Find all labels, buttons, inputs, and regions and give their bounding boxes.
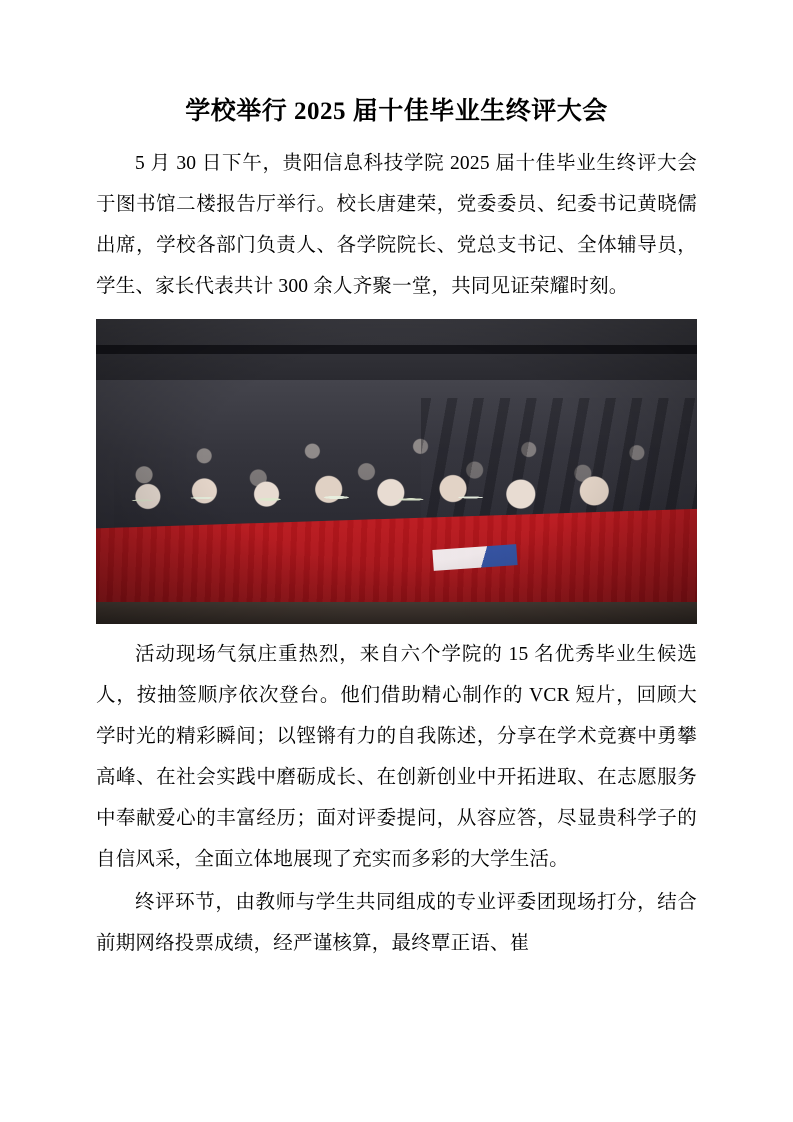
- paragraph-3: 终评环节，由教师与学生共同组成的专业评委团现场打分，结合前期网络投票成绩，经严谨核算，最终覃正语、崔: [96, 891, 697, 954]
- paragraph-1: 5 月 30 日下午，贵阳信息科技学院 2025 届十佳毕业生终评大会于图书馆二楼报告厅举行。校长唐建荣，党委委员、纪委书记黄晓儒出席，学校各部门负责人、各学院院长、党总支书记、全体辅导员，学生、家长代表共计 300 余人齐聚一堂，共同见证荣耀时刻。: [96, 152, 697, 297]
- page-title: 学校举行 2025 届十佳毕业生终评大会: [185, 98, 608, 125]
- paragraph-2: 活动现场气氛庄重热烈，来自六个学院的 15 名优秀毕业生候选人，按抽签顺序依次登台。他们借助精心制作的 VCR 短片，回顾大学时光的精彩瞬间；以铿锵有力的自我陈述，分享在学术竞赛中勇攀高峰、在社会实践中磨砺成长、在创新创业中开拓进取、在志愿服务中奉献爱心的丰富经历；面对评委提问，从容应答，尽显贵科学子的自信风采，全面立体地展现了充实而多彩的大学生活。: [96, 643, 697, 870]
- photo-vignette: [96, 319, 697, 624]
- figure-auditorium: [96, 319, 697, 624]
- auditorium-judges-photo: [96, 319, 697, 624]
